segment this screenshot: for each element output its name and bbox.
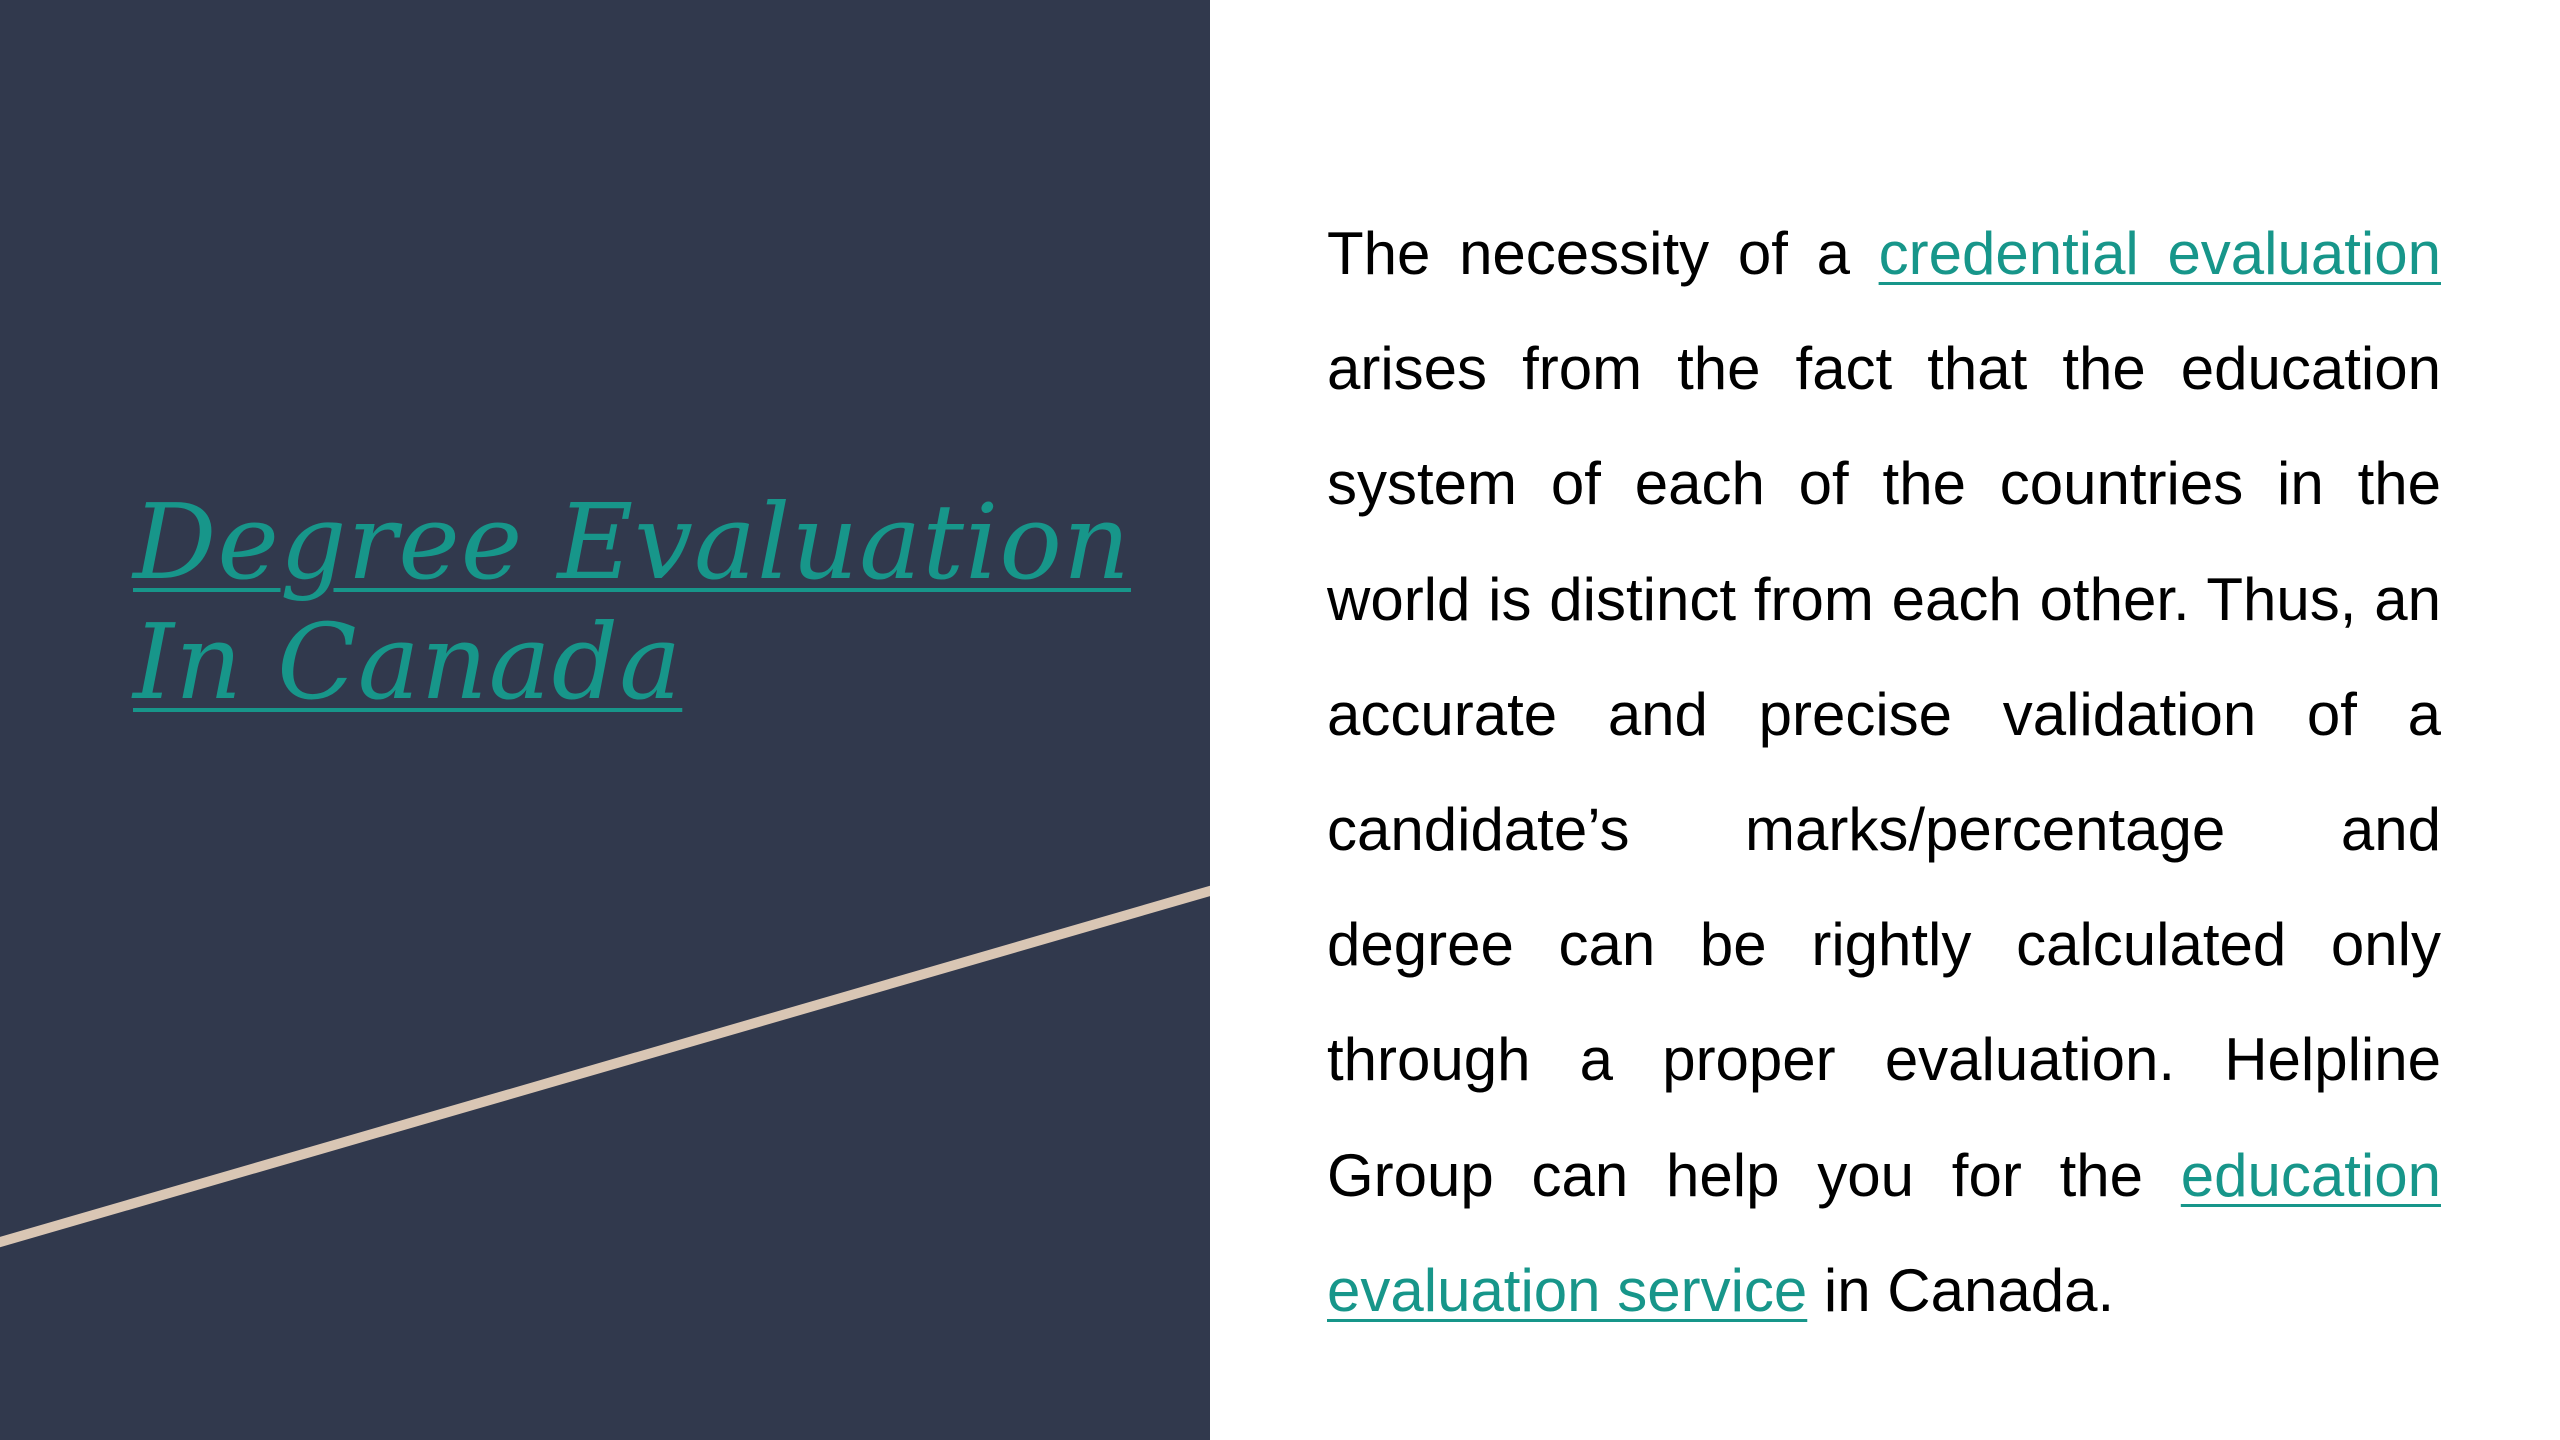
title-link-line-2[interactable]: In Canada xyxy=(133,601,683,723)
slide-title xyxy=(133,482,1133,722)
paragraph-text-3: in Canada. xyxy=(1807,1256,2115,1324)
title-panel xyxy=(0,0,1210,1440)
paragraph-text-2: arises from the fact that the education system of each of the countries in the world is distinct from each other. Thus, an accurate and precise validation of a candidate’s marks/percentage and degree can be rightly calculated only through a proper evaluation. Helpline Group can help you for the xyxy=(1327,335,2441,1209)
credential-evaluation-link[interactable]: credential evaluation xyxy=(1878,220,2441,287)
title-link-line-1[interactable]: Degree Evaluation xyxy=(133,481,1131,603)
paragraph-text-1: The necessity of a xyxy=(1327,220,1879,287)
body-paragraph xyxy=(1327,196,2441,1348)
education-evaluation-service-link[interactable]: education evaluation service xyxy=(1327,1141,2441,1324)
